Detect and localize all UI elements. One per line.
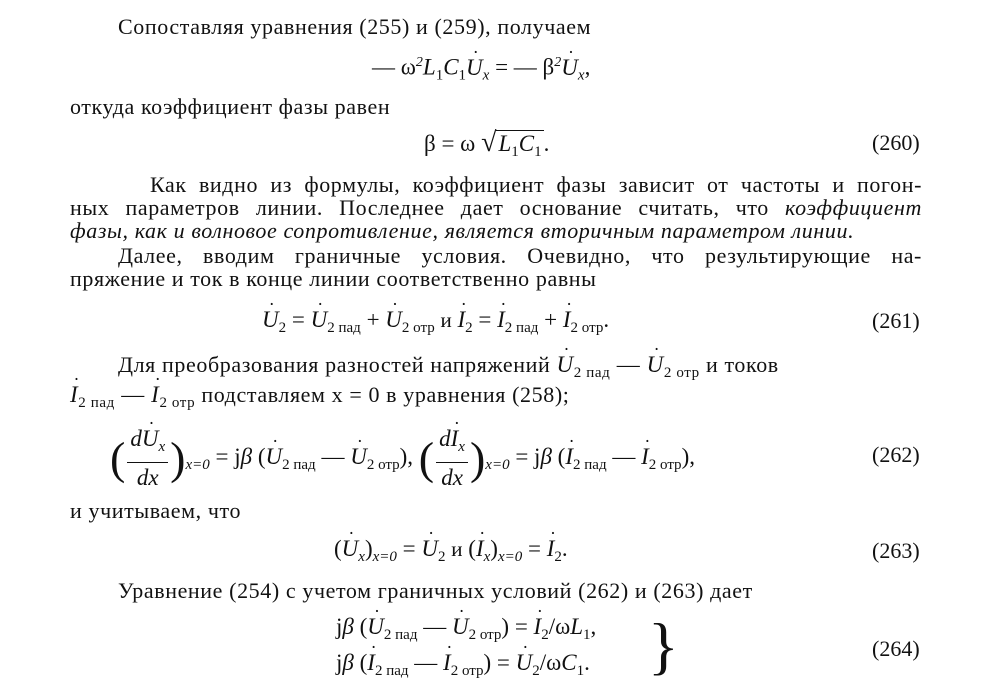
equation-number-260: (260) <box>872 130 920 155</box>
paragraph-3-line-2-italic: коэффициент <box>785 195 922 220</box>
sub-pad: пад <box>338 320 361 336</box>
equation-262: ( $\frac{d˙ U_x}{dx}$ )$_{x=0} = j\beta$ (˙ $U_{2 пад}$ — ˙ $U_{2 отр}$), ( $\frac{d˙ I_x}{dx}$ )$_{x=0} = j\beta$ (˙ $I_{2 пад}$ — ˙ $I_{2 отр}$), <box>110 424 695 493</box>
paragraph-5-line-1: Для преобразования разностей напряжений ˙ $U_{2 пад}$ — ˙ $U_{2 отр}$ и токов <box>118 352 779 386</box>
paragraph-6: и учитываем, что <box>70 498 242 523</box>
equation-260: β = ω $√L_1C_1$. <box>424 127 550 160</box>
equation-264-line-1: jβ (˙ $U_{2 пад}$ — ˙ $U_{2 отр}$) = ˙ $I_2/\omega L_1$, <box>336 612 596 650</box>
paragraph-5-text-b: и токов <box>706 352 779 377</box>
paragraph-3-line-2-text: ных параметров линии. Последнее дает основание считать, что <box>70 195 786 220</box>
paragraph-1: Сопоставляя уравнения (255) и (259), получаем <box>118 14 592 39</box>
paragraph-3-line-3: фазы, как и волновое сопротивление, является вторичным параметром линии. <box>70 218 855 243</box>
equation-number-261: (261) <box>872 308 920 333</box>
paragraph-3-line-1: Как видно из формулы, коэффициент фазы зависит от частоты и погон- <box>150 172 922 197</box>
paragraph-4-line-1: Далее, вводим граничные условия. Очевидно, что результирующие на- <box>118 243 922 268</box>
equation-264-line-2: jβ (˙ $I_{2 пад}$ — ˙ $I_{2 отр}$) = ˙ $U_2/\omega C_1$. <box>336 648 590 686</box>
paragraph-7: Уравнение (254) с учетом граничных условий (262) и (263) дает <box>118 578 753 603</box>
paragraph-4-line-2: пряжение и ток в конце линии соответственно равны <box>70 266 597 291</box>
equation-number-262: (262) <box>872 442 920 467</box>
paragraph-5-text-a: Для преобразования разностей напряжений <box>118 352 551 377</box>
word-and: и <box>440 308 452 332</box>
equation-omega-beta: — $\omega^2L_1C_1˙$ $U_x$ = — $\beta^2˙$ $U_x$, <box>372 48 590 91</box>
equation-number-264: (264) <box>872 636 920 661</box>
equation-261: ˙ $U_2$ = ˙ $U_{2 пад}$ + ˙ $U_{2 отр}$ и ˙ $I_2$ = ˙ $I_{2 пад}$ + ˙ $I_{2 отр}$. <box>262 305 609 343</box>
paragraph-2: откуда коэффициент фазы равен <box>70 94 391 119</box>
sub-otr: отр <box>413 320 435 336</box>
right-brace: } <box>648 610 679 681</box>
equation-number-263: (263) <box>872 538 920 563</box>
paragraph-5-line-2: ˙ $I_{2 пад}$ — ˙ $I_{2 отр}$ подставляем x = 0 в уравнения (258); <box>70 382 570 416</box>
paragraph-5-text-c: подставляем x = 0 в уравнения (258); <box>201 382 570 407</box>
equation-263: (˙ $U_x)_{x=0}$ = ˙ $U_2$ и (˙ $I_x)_{x=0}$ = ˙ $I_2$. <box>334 534 568 572</box>
